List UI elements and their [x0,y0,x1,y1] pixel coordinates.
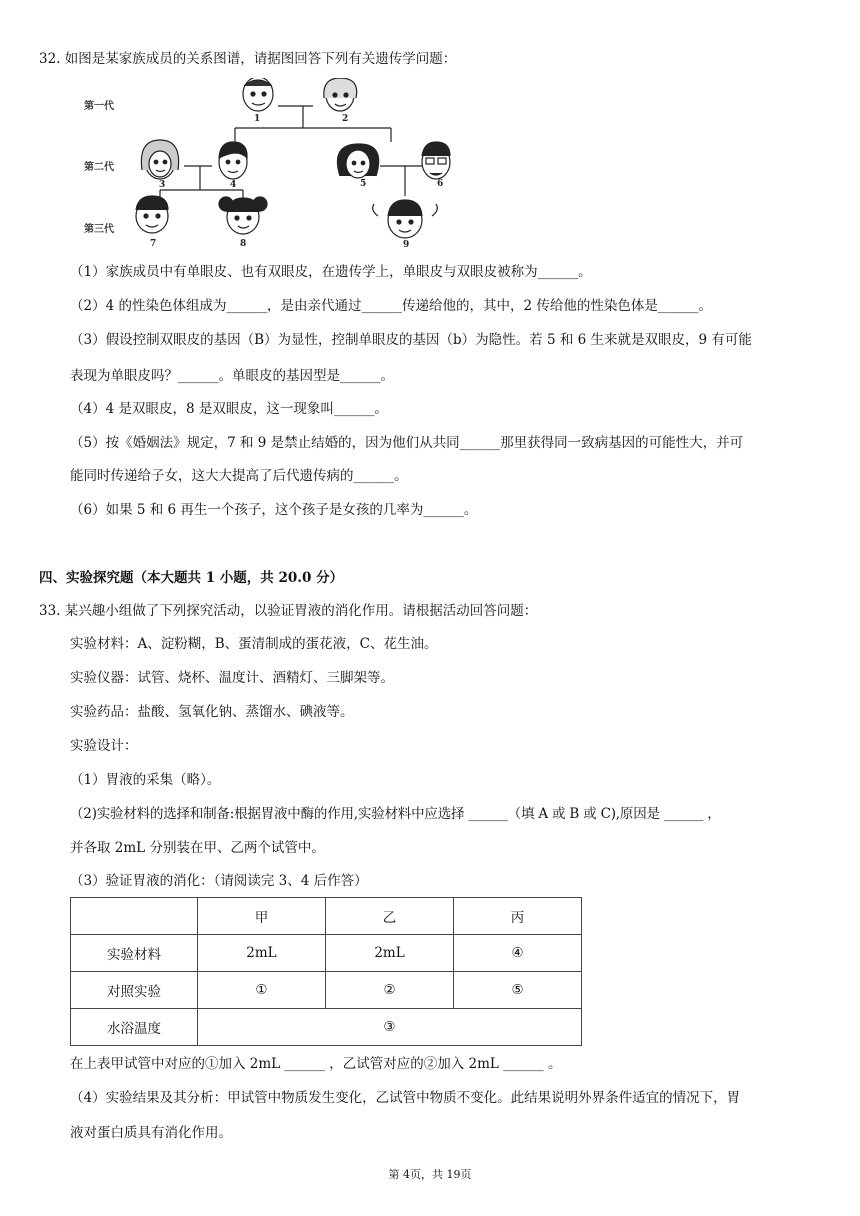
generation-2-label: 第二代 [84,162,114,173]
member-label-5: 5 [360,179,367,189]
q32-part-4: （4）4 是双眼皮，8 是双眼皮，这一现象叫______。 [70,401,388,417]
table-row [71,1009,582,1046]
section-4-heading: 四、实验探究题（本大题共 1 小题，共 20.0 分） [39,570,344,586]
q32-part-1: （1）家族成员中有单眼皮、也有双眼皮，在遗传学上，单眼皮与双眼皮被称为______。 [70,264,592,280]
q33-reagents: 实验药品：盐酸、氢氧化钠、蒸馏水、碘液等。 [70,704,354,720]
q33-after-table: 在上表甲试管中对应的①加入 2mL ______ ，乙试管对应的②加入 2mL ______ 。 [70,1056,562,1072]
q33-step-4-line1: （4）实验结果及其分析：甲试管中物质发生变化，乙试管中物质不变化。此结果说明外界条件适宜的情况下，胃 [70,1090,741,1106]
table-row [71,898,582,935]
member-label-1: 1 [254,114,261,124]
q33-materials: 实验材料：A、淀粉糊，B、蛋清制成的蛋花液，C、花生油。 [70,636,438,652]
q32-stem: 32. 如图是某家族成员的关系图谱，请据图回答下列有关遗传学问题： [39,51,457,67]
member-label-9: 9 [403,240,410,250]
member-label-6: 6 [437,179,444,189]
q33-step-4-line2: 液对蛋白质具有消化作用。 [70,1125,232,1141]
table-header-cell: 丙 [454,898,582,935]
member-label-7: 7 [150,239,157,249]
table-cell: 水浴温度 [71,1009,198,1046]
table-cell: ① [197,972,325,1009]
q33-instruments: 实验仪器：试管、烧杯、温度计、酒精灯、三脚架等。 [70,670,394,686]
person-6-face [422,142,450,179]
generation-3-label: 第三代 [84,224,114,235]
q33-step-2-line1: （2)实验材料的选择和制备:根据胃液中酶的作用,实验材料中应选择 ______（填 A 或 B 或 C),原因是 ______ ， [70,806,721,822]
person-7-face [136,196,168,233]
person-8-face [219,197,267,234]
experiment-table [70,897,582,1046]
table-cell: 2mL [197,935,325,972]
q33-step-1: （1）胃液的采集（略）。 [70,772,221,788]
member-label-4: 4 [230,180,237,190]
table-header-cell [71,898,198,935]
q32-part-2: （2）4 的性染色体组成为______，是由亲代通过______传递给他的，其中，2 传给他的性染色体是______。 [70,298,712,314]
family-tree-diagram [78,78,478,256]
generation-1-label: 第一代 [84,101,114,112]
member-label-3: 3 [159,180,166,190]
q33-stem: 33. 某兴趣小组做了下列探究活动，以验证胃液的消化作用。请根据活动回答问题： [39,603,538,619]
table-cell: ③ [197,1009,581,1046]
q32-part-3-line1: （3）假设控制双眼皮的基因（B）为显性，控制单眼皮的基因（b）为隐性。若 5 和 6 生来就是双眼皮，9 有可能 [70,332,752,348]
q33-step-3: （3）验证胃液的消化：（请阅读完 3、4 后作答） [70,873,368,889]
table-row [71,972,582,1009]
table-cell: ④ [454,935,582,972]
person-2-face [324,78,357,111]
family-tree-lines [78,78,478,256]
q32-part-5-line2: 能同时传递给子女，这大大提高了后代遗传病的______。 [70,468,408,484]
member-label-2: 2 [342,114,349,124]
person-3-face [141,140,178,179]
table-cell: ② [325,972,453,1009]
q32-part-3-line2: 表现为单眼皮吗？______。单眼皮的基因型是______。 [70,368,394,384]
q32-part-6: （6）如果 5 和 6 再生一个孩子，这个孩子是女孩的几率为______。 [70,502,478,518]
table-header-cell: 乙 [325,898,453,935]
q32-part-5-line1: （5）按《婚姻法》规定，7 和 9 是禁止结婚的，因为他们从共同______那里获得同一致病基因的可能性大，并可 [70,435,744,451]
table-header-cell: 甲 [197,898,325,935]
person-1-face [243,78,273,111]
table-cell: 实验材料 [71,935,198,972]
person-4-face [219,142,247,179]
person-9-face [373,200,438,238]
q33-step-2-line2: 并各取 2mL 分别装在甲、乙两个试管中。 [70,840,325,856]
table-row [71,935,582,972]
page-footer: 第 4页，共 19页 [388,1168,472,1181]
q33-design: 实验设计： [70,738,138,754]
table-cell: ⑤ [454,972,582,1009]
person-5-face [337,144,378,178]
table-cell: 2mL [325,935,453,972]
member-label-8: 8 [240,239,247,249]
table-cell: 对照实验 [71,972,198,1009]
